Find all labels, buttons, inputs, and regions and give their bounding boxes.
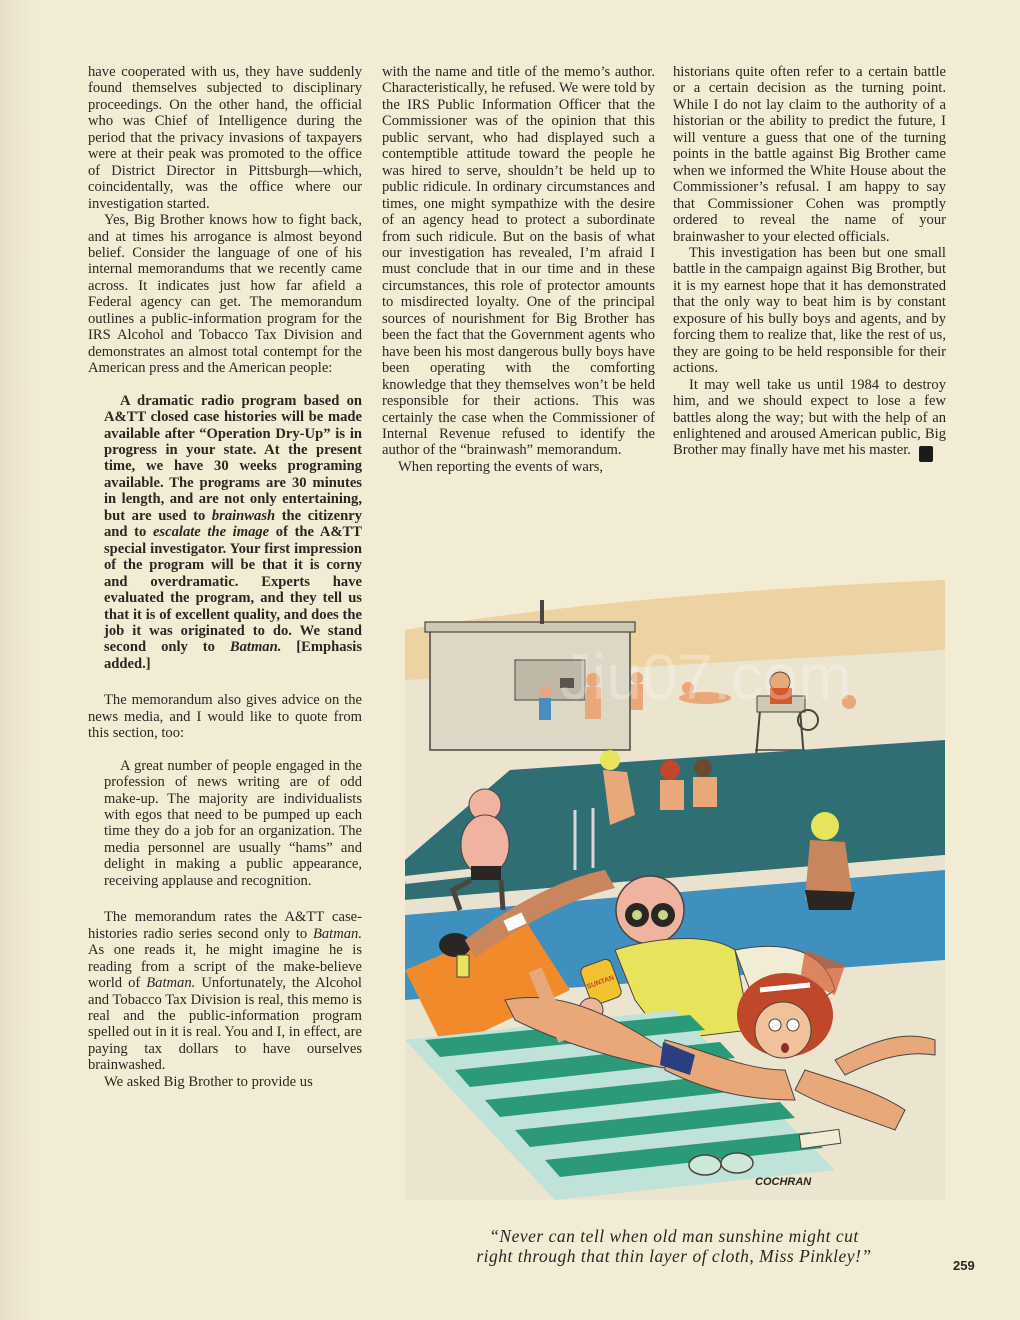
- caption-line: “Never can tell when old man sunshine might cut: [489, 1226, 859, 1246]
- text-column-2: [382, 64, 655, 475]
- paragraph: We asked Big Brother to provide us: [104, 1073, 313, 1090]
- text-column-1: [88, 64, 362, 1090]
- paragraph: This investigation has been but one small battle in the campaign against Big Brother, but it is my earnest hope that it has demonstrated that the only way to beat him is by constant exposure of his bully boys and agents, and by forcing them to realize that, like the rest of us, they are going to be held responsible for their actions.: [673, 244, 946, 377]
- paragraph: historians quite often refer to a certain battle or a certain decision as the turning point. While I do not lay claim to the authority of a historian or the ability to predict the future, I will venture a guess that one of the turning points in the battle against Big Brother came when we informed the White House about the Commissioner’s refusal. I am happy to say that Commissioner Cohen was promptly ordered to reveal the name of your brainwasher to your elected officials.: [673, 64, 946, 245]
- paragraph: with the name and title of the memo’s author. Characteristically, he refused. We were told by the IRS Public Information Officer that the Commissioner was of the opinion that this public servant, who had displayed such a contemptible attitude toward the people he was hired to serve, shouldn’t be held up to public ridicule. In ordinary circumstances and times, one might sympathize with the desire of an agency head to protect a subordinate from such ridicule. But on the basis of what our investigation has revealed, I’m afraid I must conclude that in our time and in these circumstances, this role of protector amounts to misdirected loyalty. One of the principal sources of nourishment for Big Brother has been the fact that the Government agents who have been his most dangerous bully boys have been operating with the comforting knowledge that they themselves won’t be held responsible for their actions. This was certainly the case when the Commissioner of Internal Revenue refused to identify the author of the “brainwash” memorandum.: [382, 64, 655, 459]
- paragraph: have cooperated with us, they have suddenly found themselves subjected to disciplinary proceedings. On the other hand, the official who was Chief of Intelligence during the period that the privacy invasions of taxpayers were at their peak was promoted to the office of District Director in Pittsburgh—which, coincidentally, was the office where our investigation started.: [88, 64, 362, 212]
- quote-text: A dramatic radio program based on A&TT closed case histories will be made available after “Operation Dry-Up” is in progress in your state. At the present time, we have 30 weeks programing available. The programs are 30 minutes in length, and are not only entertaining, but are used to: [104, 392, 362, 524]
- title-emphasis: Batman.: [312, 925, 362, 942]
- page-number: 259: [953, 1258, 975, 1273]
- paragraph-text: It may well take us until 1984 to destroy him, and we should expect to lose a few battles along the way; but with the help of an enlightened and aroused American public, Big Brother may finally have met his master.: [673, 376, 946, 459]
- paragraph: The memorandum also gives advice on the news media, and I would like to quote from this section, too:: [88, 692, 362, 742]
- block-quote: [88, 758, 362, 890]
- paragraph-text: As one reads it, he might imagine he is reading from a script of the make-believe world of: [88, 942, 362, 992]
- title-emphasis: Batman.: [146, 975, 196, 992]
- page-edge: [0, 0, 34, 1320]
- cartoon-illustration: [405, 570, 945, 1200]
- cartoon-caption: [404, 1226, 944, 1266]
- lotion-label: SUNTAN: [585, 974, 616, 991]
- paragraph: Yes, Big Brother knows how to fight back, and at times his arrogance is almost beyond belief. Consider the language of one of his internal memorandums that we recently came across. It indicates just how far afield a Federal agency can get. The memorandum outlines a public-information program for the IRS Alcohol and Tobacco Tax Division and demonstrates an almost total contempt for the American press and the American people:: [88, 212, 362, 377]
- quote-emphasis: Batman.: [229, 639, 282, 656]
- text-column-3: [673, 64, 946, 462]
- cabana-building: [425, 600, 635, 750]
- block-quote: [88, 393, 362, 673]
- quote-text: the citizenry and to: [104, 507, 362, 541]
- paragraph: [88, 909, 362, 1074]
- watermark: Jiu07.com: [560, 641, 852, 713]
- caption-line: right through that thin layer of cloth, Miss Pinkley!”: [476, 1246, 872, 1266]
- quote-text: of the A&TT special investigator. Your first impression of the program will be that it is corny and overdramatic. Experts have evaluated the program, and they tell us that it is of excellent quality, and does the job it was originated to do. We stand second only to: [104, 524, 363, 656]
- artist-signature: COCHRAN: [755, 1176, 812, 1188]
- paragraph: [673, 377, 946, 463]
- quote-text: [Emphasis added.]: [104, 639, 362, 672]
- quote-emphasis: brainwash: [211, 507, 276, 524]
- paragraph-text: Unfortunately, the Alcohol and Tobacco Tax Division is real, this memo is real and the public-information program spelled out in it is real. You and I, in effect, are paying tax dollars to have ourselves brainwashed.: [88, 975, 362, 1074]
- quote-text: A great number of people engaged in the profession of news writing are of odd make-up. The majority are individualists with egos that need to be pumped up each time they do a job for an organization. The media personnel are usually “hams” and delight in making a public appearance, receiving applause and recognition.: [104, 757, 362, 889]
- quote-emphasis: escalate the image: [152, 524, 270, 541]
- paragraph-text: The memorandum rates the A&TT case-histories radio series second only to: [88, 909, 362, 942]
- end-mark-icon: ♣: [919, 446, 933, 462]
- paragraph: When reporting the events of wars,: [398, 458, 604, 475]
